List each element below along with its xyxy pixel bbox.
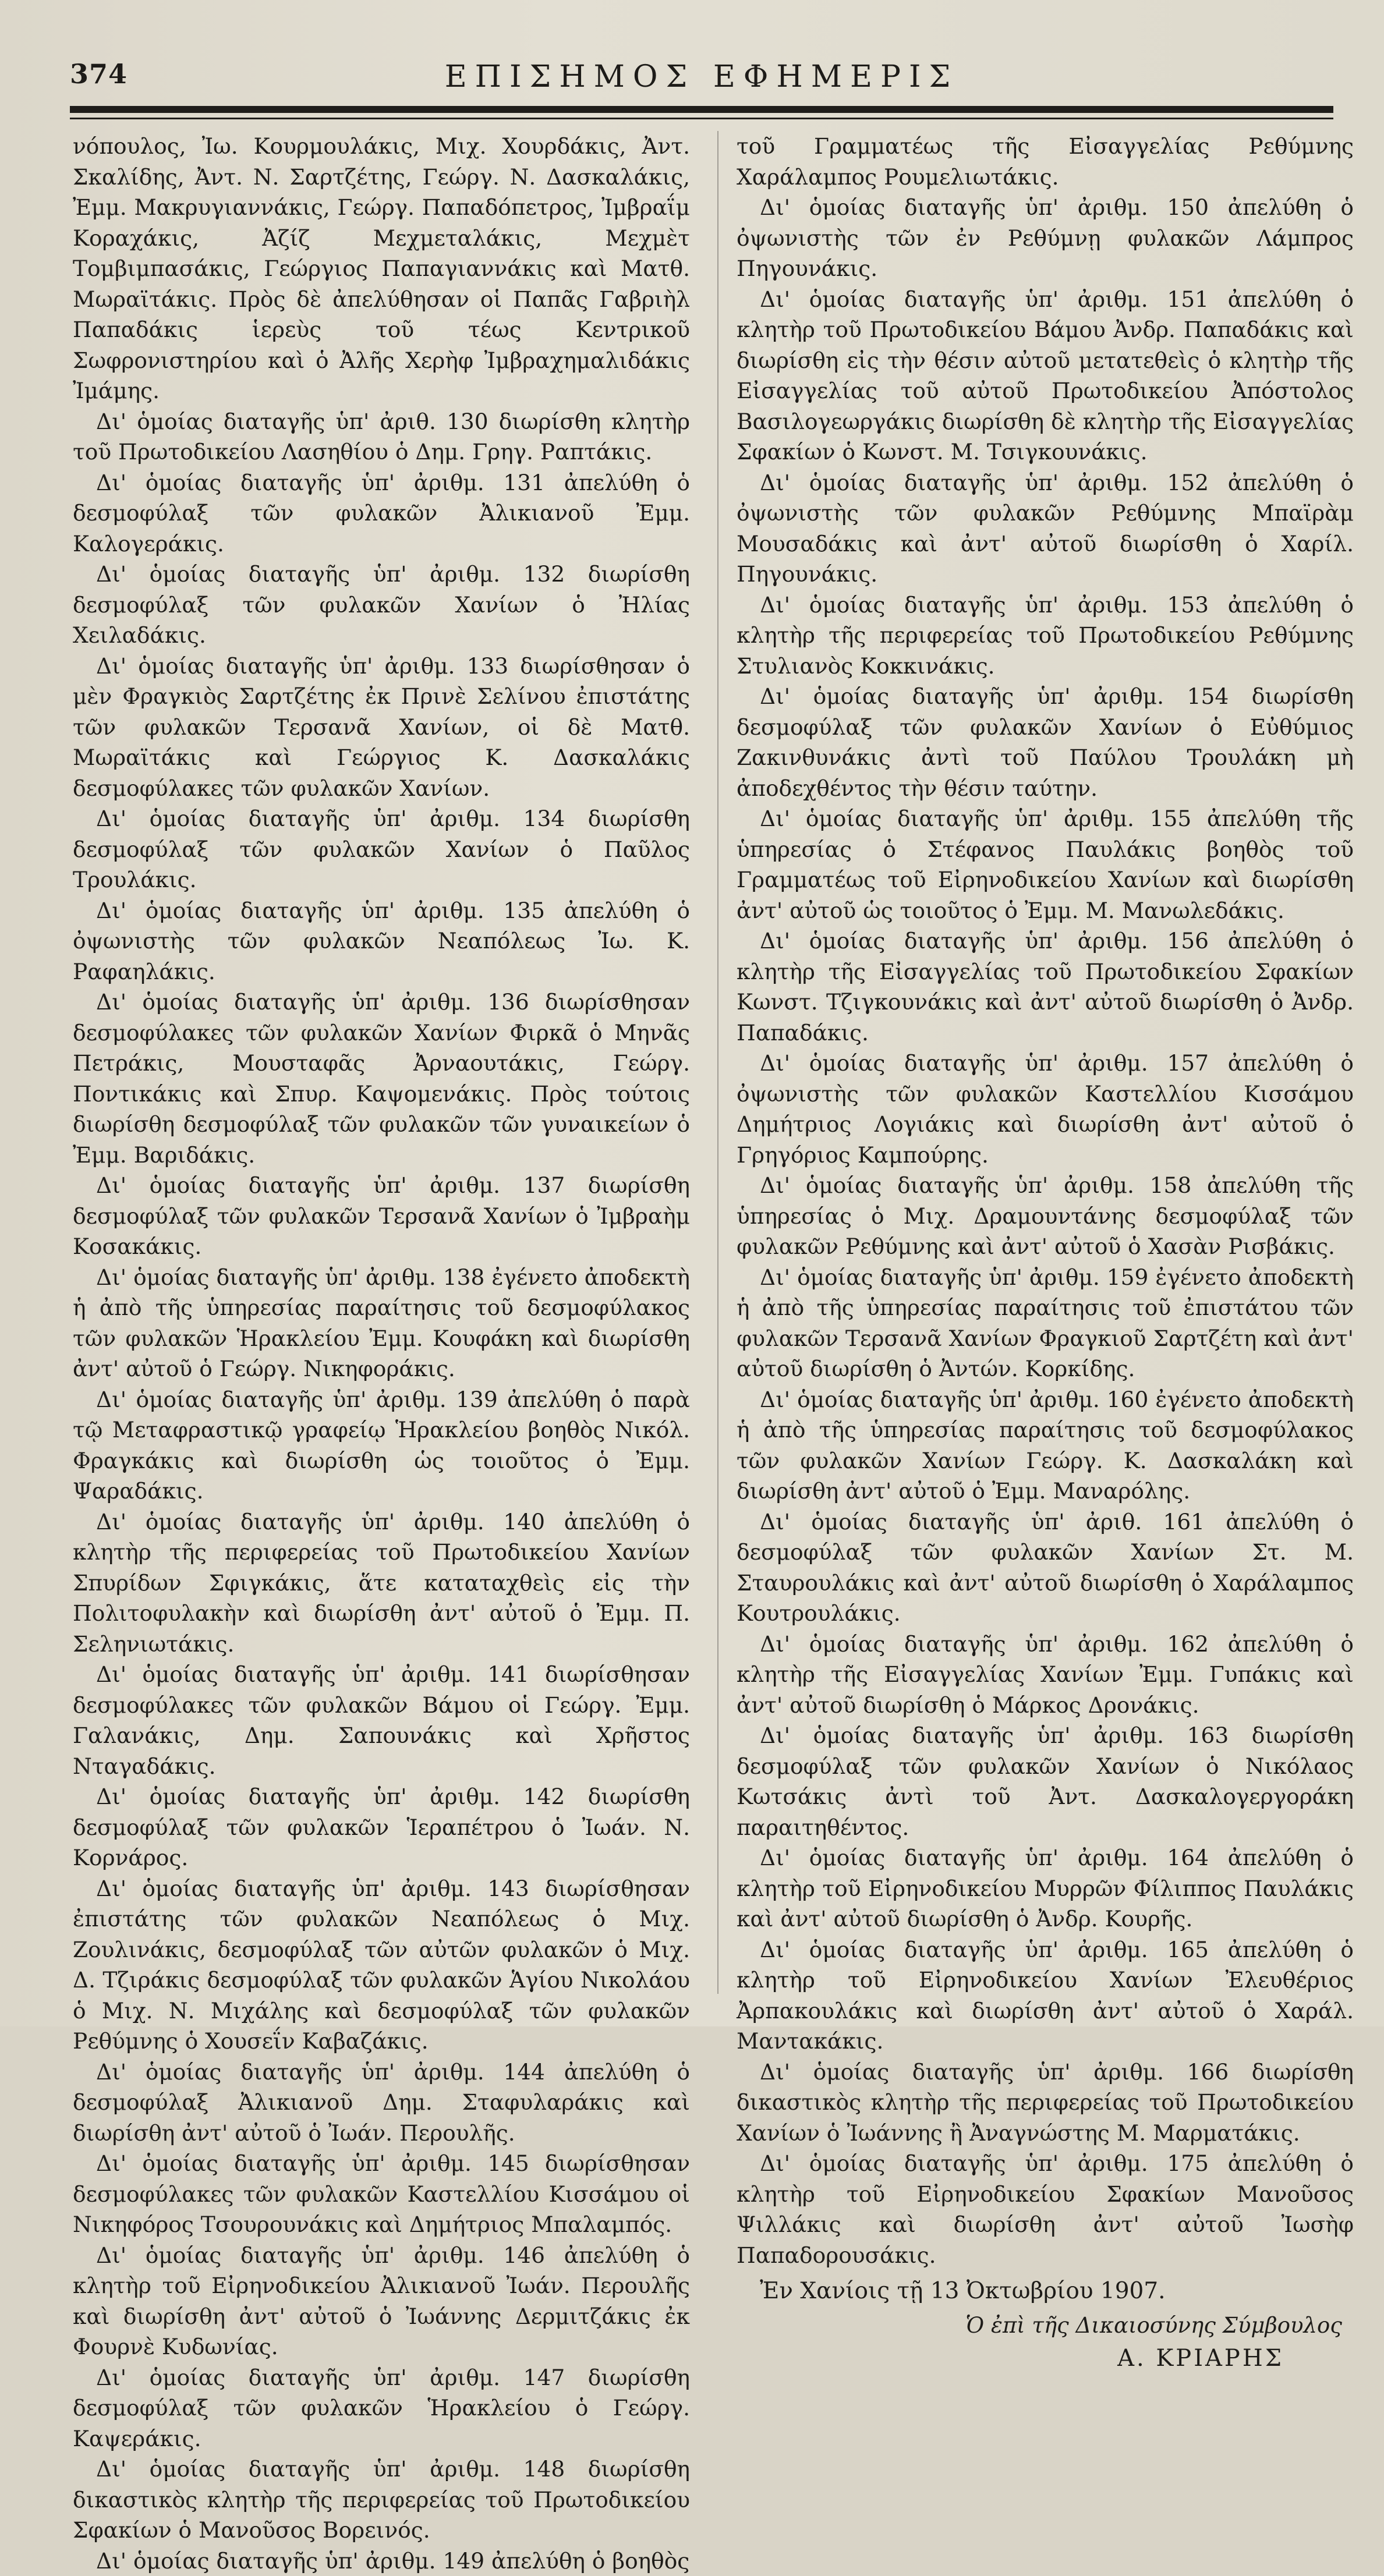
paragraph: Δι' ὁμοίας διαταγῆς ὑπ' ἀριθμ. 135 ἀπελύθη ὁ ὀψωνιστὴς τῶν φυλακῶν Νεαπόλεως Ἰω. Κ. Ραφαηλάκις. bbox=[73, 895, 690, 987]
column-divider bbox=[717, 131, 718, 1994]
paragraph: Δι' ὁμοίας διαταγῆς ὑπ' ἀριθμ. 156 ἀπελύθη ὁ κλητὴρ τῆς Εἰσαγγελίας τοῦ Πρωτοδικείου Σφακίων Κωνστ. Τζιγκουνάκις καὶ ἀντ' αὐτοῦ διωρίσθη ὁ Ἀνδρ. Παπαδάκις. bbox=[737, 926, 1354, 1048]
paragraph: Δι' ὁμοίας διαταγῆς ὑπ' ἀριθμ. 149 ἀπελύθη ὁ βοηθὸς bbox=[73, 2546, 690, 2576]
paragraph: Δι' ὁμοίας διαταγῆς ὑπ' ἀριθμ. 154 διωρίσθη δεσμοφύλαξ τῶν φυλακῶν Χανίων ὁ Εὐθύμιος Ζακινθυνάκις ἀντὶ τοῦ Παύλου Τρουλάκη μὴ ἀποδεχθέντος τὴν θέσιν ταύτην. bbox=[737, 681, 1354, 803]
paragraph: Δι' ὁμοίας διαταγῆς ὑπ' ἀριθμ. 147 διωρίσθη δεσμοφύλαξ τῶν φυλακῶν Ἡρακλείου ὁ Γεώργ. Καψεράκις. bbox=[73, 2362, 690, 2454]
paragraph: Δι' ὁμοίας διαταγῆς ὑπ' ἀριθ. 130 διωρίσθη κλητὴρ τοῦ Πρωτοδικείου Λασηθίου ὁ Δημ. Γρηγ. Ραπτάκις. bbox=[73, 406, 690, 467]
paragraph: Δι' ὁμοίας διαταγῆς ὑπ' ἀριθμ. 151 ἀπελύθη ὁ κλητὴρ τοῦ Πρωτοδικείου Βάμου Ἀνδρ. Παπαδάκις καὶ διωρίσθη εἰς τὴν θέσιν αὐτοῦ μετατεθεὶς ὁ κλητὴρ τῆς Εἰσαγγελίας τοῦ αὐτοῦ Πρωτοδικείου Ἀπόστολος Βασιλογεωργάκις διωρίσθη δὲ κλητὴρ τῆς Εἰσαγγελίας Σφακίων ὁ Κωνστ. Μ. Τσιγκουνάκις. bbox=[737, 284, 1354, 467]
paragraph: Δι' ὁμοίας διαταγῆς ὑπ' ἀριθμ. 133 διωρίσθησαν ὁ μὲν Φραγκιὸς Σαρτζέτης ἐκ Πρινὲ Σελίνου ἐπιστάτης τῶν φυλακῶν Τερσανᾶ Χανίων, οἱ δὲ Ματθ. Μωραϊτάκις καὶ Γεώργιος Κ. Δασκαλάκις δεσμοφύλακες τῶν φυλακῶν Χανίων. bbox=[73, 651, 690, 804]
paragraph: Δι' ὁμοίας διαταγῆς ὑπ' ἀριθμ. 138 ἐγένετο ἀποδεκτὴ ἡ ἀπὸ τῆς ὑπηρεσίας παραίτησις τοῦ δεσμοφύλακος τῶν φυλακῶν Ἡρακλείου Ἐμμ. Κουφάκη καὶ διωρίσθη ἀντ' αὐτοῦ ὁ Γεώργ. Νικηφοράκις. bbox=[73, 1262, 690, 1384]
newspaper-title: ΕΠΙΣΗΜΟΣ ΕΦΗΜΕΡΙΣ bbox=[70, 59, 1333, 94]
page-number: 374 bbox=[70, 58, 128, 90]
paragraph: Δι' ὁμοίας διαταγῆς ὑπ' ἀριθμ. 175 ἀπελύθη ὁ κλητὴρ τοῦ Εἰρηνοδικείου Σφακίων Μανοῦσος Ψιλλάκις καὶ διωρίσθη ἀντ' αὐτοῦ Ἰωσὴφ Παπαδορουσάκις. bbox=[737, 2148, 1354, 2270]
paragraph: Δι' ὁμοίας διαταγῆς ὑπ' ἀριθμ. 160 ἐγένετο ἀποδεκτὴ ἡ ἀπὸ τῆς ὑπηρεσίας παραίτησις τοῦ δεσμοφύλακος τῶν φυλακῶν Χανίων Γεώργ. Κ. Δασκαλάκη καὶ διωρίσθη ἀντ' αὐτοῦ ὁ Ἐμμ. Μαναρόλης. bbox=[737, 1384, 1354, 1507]
paragraph: Δι' ὁμοίας διαταγῆς ὑπ' ἀριθμ. 134 διωρίσθη δεσμοφύλαξ τῶν φυλακῶν Χανίων ὁ Παῦλος Τρουλάκις. bbox=[73, 803, 690, 895]
signatory-name: Α. ΚΡΙΑΡΗΣ bbox=[737, 2343, 1354, 2374]
date-line: Ἐν Χανίοις τῇ 13 Ὀκτωβρίου 1907. bbox=[737, 2276, 1354, 2307]
paragraph: Δι' ὁμοίας διαταγῆς ὑπ' ἀριθμ. 139 ἀπελύθη ὁ παρὰ τῷ Μεταφραστικῷ γραφείῳ Ἡρακλείου βοηθὸς Νικόλ. Φραγκάκις καὶ διωρίσθη ὡς τοιοῦτος ὁ Ἐμμ. Ψαραδάκις. bbox=[73, 1384, 690, 1507]
paragraph: Δι' ὁμοίας διαταγῆς ὑπ' ἀριθ. 161 ἀπελύθη ὁ δεσμοφύλαξ τῶν φυλακῶν Χανίων Στ. Μ. Σταυρουλάκις καὶ ἀντ' αὐτοῦ διωρίσθη ὁ Χαράλαμπος Κουτρουλάκις. bbox=[737, 1507, 1354, 1629]
paragraph: Δι' ὁμοίας διαταγῆς ὑπ' ἀριθμ. 137 διωρίσθη δεσμοφύλαξ τῶν φυλακῶν Τερσανᾶ Χανίων ὁ Ἰμβραὴμ Κοσακάκις. bbox=[73, 1170, 690, 1262]
paragraph: Δι' ὁμοίας διαταγῆς ὑπ' ἀριθμ. 142 διωρίσθη δεσμοφύλαξ τῶν φυλακῶν Ἱεραπέτρου ὁ Ἰωάν. Ν. Κορνάρος. bbox=[73, 1781, 690, 1873]
left-column bbox=[73, 131, 690, 2576]
paragraph: Δι' ὁμοίας διαταγῆς ὑπ' ἀριθμ. 141 διωρίσθησαν δεσμοφύλακες τῶν φυλακῶν Βάμου οἱ Γεώργ. Ἐμμ. Γαλανάκις, Δημ. Σαπουνάκις καὶ Χρῆστος Νταγαδάκις. bbox=[73, 1659, 690, 1781]
right-column bbox=[737, 131, 1354, 2374]
paragraph: Δι' ὁμοίας διαταγῆς ὑπ' ἀριθμ. 146 ἀπελύθη ὁ κλητὴρ τοῦ Εἰρηνοδικείου Ἀλικιανοῦ Ἰωάν. Περουλῆς καὶ διωρίσθη ἀντ' αὐτοῦ ὁ Ἰωάννης Δερμιτζάκις ἐκ Φουρνὲ Κυδωνίας. bbox=[73, 2240, 690, 2362]
paragraph: Δι' ὁμοίας διαταγῆς ὑπ' ἀριθμ. 163 διωρίσθη δεσμοφύλαξ τῶν φυλακῶν Χανίων ὁ Νικόλαος Κωτσάκις ἀντὶ τοῦ Ἀντ. Δασκαλογεργοράκη παραιτηθέντος. bbox=[737, 1720, 1354, 1842]
paragraph: Δι' ὁμοίας διαταγῆς ὑπ' ἀριθμ. 157 ἀπελύθη ὁ ὀψωνιστὴς τῶν φυλακῶν Καστελλίου Κισσάμου Δημήτριος Λογιάκις καὶ διωρίσθη ἀντ' αὐτοῦ ὁ Γρηγόριος Καμπούρης. bbox=[737, 1048, 1354, 1170]
header-rule-thick bbox=[70, 106, 1333, 113]
paragraph: Δι' ὁμοίας διαταγῆς ὑπ' ἀριθμ. 131 ἀπελύθη ὁ δεσμοφύλαξ τῶν φυλακῶν Ἀλικιανοῦ Ἐμμ. Καλογεράκις. bbox=[73, 467, 690, 559]
paragraph: Δι' ὁμοίας διαταγῆς ὑπ' ἀριθμ. 159 ἐγένετο ἀποδεκτὴ ἡ ἀπὸ τῆς ὑπηρεσίας παραίτησις τοῦ ἐπιστάτου τῶν φυλακῶν Τερσανᾶ Χανίων Φραγκιοῦ Σαρτζέτη καὶ ἀντ' αὐτοῦ διωρίσθη ὁ Ἀντών. Κορκίδης. bbox=[737, 1262, 1354, 1384]
paragraph: Δι' ὁμοίας διαταγῆς ὑπ' ἀριθμ. 144 ἀπελύθη ὁ δεσμοφύλαξ Ἀλικιανοῦ Δημ. Σταφυλαράκις καὶ διωρίσθη ἀντ' αὐτοῦ ὁ Ἰωάν. Περουλῆς. bbox=[73, 2057, 690, 2149]
paragraph: Δι' ὁμοίας διαταγῆς ὑπ' ἀριθμ. 164 ἀπελύθη ὁ κλητὴρ τοῦ Εἰρηνοδικείου Μυρρῶν Φίλιππος Παυλάκις καὶ ἀντ' αὐτοῦ διωρίσθη ὁ Ἀνδρ. Κουρῆς. bbox=[737, 1842, 1354, 1934]
paragraph: Δι' ὁμοίας διαταγῆς ὑπ' ἀριθμ. 145 διωρίσθησαν δεσμοφύλακες τῶν φυλακῶν Καστελλίου Κισσάμου οἱ Νικηφόρος Τσουρουνάκις καὶ Δημήτριος Μπαλαμπός. bbox=[73, 2148, 690, 2240]
header-rule-thin bbox=[70, 118, 1333, 119]
paragraph: Δι' ὁμοίας διαταγῆς ὑπ' ἀριθμ. 140 ἀπελύθη ὁ κλητὴρ τῆς περιφερείας τοῦ Πρωτοδικείου Χανίων Σπυρίδων Σφιγκάκις, ἅτε καταταχθεὶς εἰς τὴν Πολιτοφυλακὴν καὶ διωρίσθη ἀντ' αὐτοῦ ὁ Ἐμμ. Π. Σεληνιωτάκις. bbox=[73, 1507, 690, 1660]
paragraph: Δι' ὁμοίας διαταγῆς ὑπ' ἀριθμ. 150 ἀπελύθη ὁ ὀψωνιστὴς τῶν ἐν Ρεθύμνῃ φυλακῶν Λάμπρος Πηγουνάκις. bbox=[737, 192, 1354, 284]
paragraph: Δι' ὁμοίας διαταγῆς ὑπ' ἀριθμ. 158 ἀπελύθη τῆς ὑπηρεσίας ὁ Μιχ. Δραμουντάνης δεσμοφύλαξ τῶν φυλακῶν Ρεθύμνης καὶ ἀντ' αὐτοῦ ὁ Χασὰν Ρισβάκις. bbox=[737, 1170, 1354, 1262]
paragraph: Δι' ὁμοίας διαταγῆς ὑπ' ἀριθμ. 165 ἀπελύθη ὁ κλητὴρ τοῦ Εἰρηνοδικείου Χανίων Ἐλευθέριος Ἀρπακουλάκις καὶ διωρίσθη ἀντ' αὐτοῦ ὁ Χαράλ. Μαντακάκις. bbox=[737, 1934, 1354, 2057]
page-header bbox=[70, 52, 1333, 116]
paragraph: Δι' ὁμοίας διαταγῆς ὑπ' ἀριθμ. 162 ἀπελύθη ὁ κλητὴρ τῆς Εἰσαγγελίας Χανίων Ἐμμ. Γυπάκις καὶ ἀντ' αὐτοῦ διωρίσθη ὁ Μάρκος Δρονάκις. bbox=[737, 1629, 1354, 1721]
paragraph: Δι' ὁμοίας διαταγῆς ὑπ' ἀριθμ. 143 διωρίσθησαν ἐπιστάτης τῶν φυλακῶν Νεαπόλεως ὁ Μιχ. Ζουλινάκις, δεσμοφύλαξ τῶν αὐτῶν φυλακῶν ὁ Μιχ. Δ. Τζιράκις δεσμοφύλαξ τῶν φυλακῶν Ἁγίου Νικολάου ὁ Μιχ. Ν. Μιχάλης καὶ δεσμοφύλαξ τῶν φυλακῶν Ρεθύμνης ὁ Χουσεΐν Καβαζάκις. bbox=[73, 1873, 690, 2057]
paragraph: Δι' ὁμοίας διαταγῆς ὑπ' ἀριθμ. 148 διωρίσθη δικαστικὸς κλητὴρ τῆς περιφερείας τοῦ Πρωτοδικείου Σφακίων ὁ Μανοῦσος Βορεινός. bbox=[73, 2454, 690, 2546]
paragraph: Δι' ὁμοίας διαταγῆς ὑπ' ἀριθμ. 132 διωρίσθη δεσμοφύλαξ τῶν φυλακῶν Χανίων ὁ Ἠλίας Χειλαδάκις. bbox=[73, 559, 690, 651]
paragraph: Δι' ὁμοίας διαταγῆς ὑπ' ἀριθμ. 136 διωρίσθησαν δεσμοφύλακες τῶν φυλακῶν Χανίων Φιρκᾶ ὁ Μηνᾶς Πετράκις, Μουσταφᾶς Ἀρναουτάκις, Γεώργ. Ποντικάκις καὶ Σπυρ. Καψομενάκις. Πρὸς τούτοις διωρίσθη δεσμοφύλαξ τῶν φυλακῶν τῶν γυναικείων ὁ Ἐμμ. Βαριδάκις. bbox=[73, 987, 690, 1170]
paragraph: τοῦ Γραμματέως τῆς Εἰσαγγελίας Ρεθύμνης Χαράλαμπος Ρουμελιωτάκις. bbox=[737, 131, 1354, 192]
paragraph: Δι' ὁμοίας διαταγῆς ὑπ' ἀριθμ. 166 διωρίσθη δικαστικὸς κλητὴρ τῆς περιφερείας τοῦ Πρωτοδικείου Χανίων ὁ Ἰωάννης ἢ Ἀναγνώστης Μ. Μαρματάκις. bbox=[737, 2057, 1354, 2149]
signatory-role: Ὁ ἐπὶ τῆς Δικαιοσύνης Σύμβουλος bbox=[737, 2311, 1354, 2341]
paragraph: νόπουλος, Ἰω. Κουρμουλάκις, Μιχ. Χουρδάκις, Ἀντ. Σκαλίδης, Ἀντ. Ν. Σαρτζέτης, Γεώργ. Ν. Δασκαλάκις, Ἐμμ. Μακρυγιαννάκις, Γεώργ. Παπαδόπετρος, Ἰμβραΐμ Κοραχάκις, Ἀζίζ Μεχμεταλάκις, Μεχμὲτ Τομβιμπασάκις, Γεώργιος Παπαγιαννάκις καὶ Ματθ. Μωραϊτάκις. Πρὸς δὲ ἀπελύθησαν οἱ Παπᾶς Γαβριὴλ Παπαδάκις ἱερεὺς τοῦ τέως Κεντρικοῦ Σωφρονιστηρίου καὶ ὁ Ἀλῆς Χερὴφ Ἰμβραχημαλιδάκις Ἰμάμης. bbox=[73, 131, 690, 406]
paragraph: Δι' ὁμοίας διαταγῆς ὑπ' ἀριθμ. 155 ἀπελύθη τῆς ὑπηρεσίας ὁ Στέφανος Παυλάκις βοηθὸς τοῦ Γραμματέως τοῦ Εἰρηνοδικείου Χανίων καὶ διωρίσθη ἀντ' αὐτοῦ ὡς τοιοῦτος ὁ Ἐμμ. Μ. Μανωλεδάκις. bbox=[737, 803, 1354, 926]
paragraph: Δι' ὁμοίας διαταγῆς ὑπ' ἀριθμ. 153 ἀπελύθη ὁ κλητὴρ τῆς περιφερείας τοῦ Πρωτοδικείου Ρεθύμνης Στυλιανὸς Κοκκινάκις. bbox=[737, 590, 1354, 682]
paragraph: Δι' ὁμοίας διαταγῆς ὑπ' ἀριθμ. 152 ἀπελύθη ὁ ὀψωνιστὴς τῶν φυλακῶν Ρεθύμνης Μπαϊρὰμ Μουσαδάκις καὶ ἀντ' αὐτοῦ διωρίσθη ὁ Χαρίλ. Πηγουνάκις. bbox=[737, 467, 1354, 590]
